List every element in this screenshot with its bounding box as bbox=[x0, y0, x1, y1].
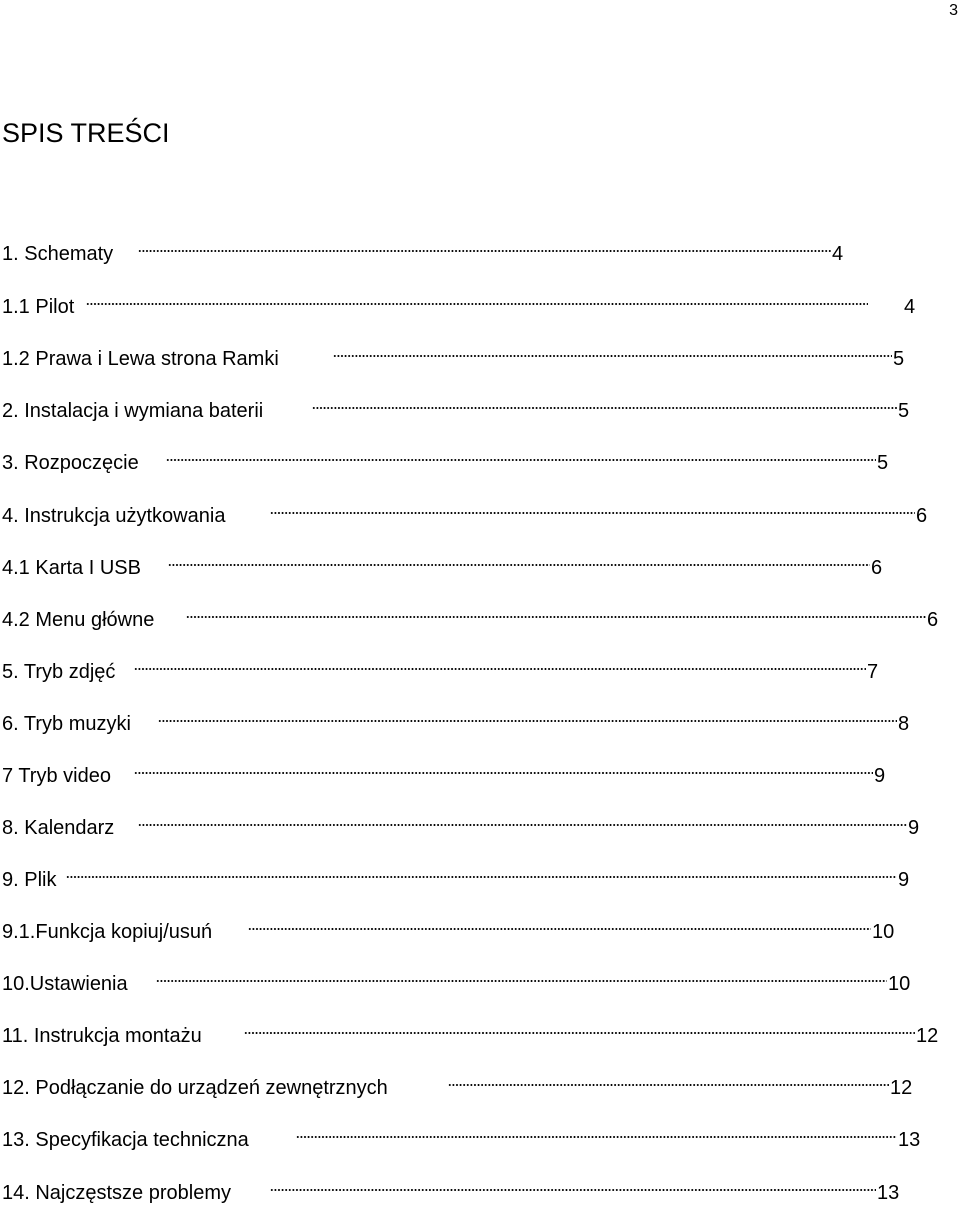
toc-leader-dots bbox=[248, 928, 871, 930]
toc-entry[interactable] bbox=[2, 1075, 952, 1101]
toc-entry-page: 4 bbox=[904, 296, 916, 318]
toc-leader-dots bbox=[296, 1136, 897, 1138]
toc-entry-label: 4.2 Menu główne bbox=[2, 609, 155, 631]
toc-entry-label: 5. Tryb zdjęć bbox=[2, 661, 116, 683]
toc-entry[interactable] bbox=[2, 867, 952, 893]
toc-entry-label: 2. Instalacja i wymiana baterii bbox=[2, 400, 264, 422]
toc-entry[interactable] bbox=[2, 659, 952, 685]
toc-entry[interactable] bbox=[2, 763, 952, 789]
toc-leader-dots bbox=[66, 876, 897, 878]
toc-entry-page: 5 bbox=[893, 348, 905, 370]
toc-leader-dots bbox=[86, 303, 868, 305]
toc-leader-dots bbox=[448, 1084, 889, 1086]
toc-entry[interactable] bbox=[2, 503, 952, 529]
toc-entry-page: 9 bbox=[898, 869, 910, 891]
toc-entry-label: 4.1 Karta I USB bbox=[2, 557, 141, 579]
toc-entry-label: 9.1.Funkcja kopiuj/usuń bbox=[2, 921, 213, 943]
toc-entry[interactable] bbox=[2, 815, 952, 841]
page-number: 3 bbox=[949, 2, 958, 19]
toc-entry[interactable] bbox=[2, 555, 952, 581]
toc-entry-page: 13 bbox=[877, 1182, 900, 1204]
toc-leader-dots bbox=[138, 824, 907, 826]
toc-entry[interactable] bbox=[2, 1180, 952, 1206]
toc-entry-label: 1.2 Prawa i Lewa strona Ramki bbox=[2, 348, 279, 370]
toc-entry-label: 10.Ustawienia bbox=[2, 973, 128, 995]
toc-leader-dots bbox=[134, 668, 866, 670]
toc-entry-label: 12. Podłączanie do urządzeń zewnętrznych bbox=[2, 1077, 388, 1099]
toc-leader-dots bbox=[333, 355, 892, 357]
toc-entry-label: 3. Rozpoczęcie bbox=[2, 452, 139, 474]
toc-entry[interactable] bbox=[2, 971, 952, 997]
toc-entry-page: 6 bbox=[916, 505, 928, 527]
toc-entry-label: 4. Instrukcja użytkowania bbox=[2, 505, 226, 527]
toc-leader-dots bbox=[158, 720, 897, 722]
toc-entry-page: 5 bbox=[877, 452, 889, 474]
toc-leader-dots bbox=[168, 564, 870, 566]
toc-entry-page: 13 bbox=[898, 1129, 921, 1151]
toc-entry-page: 8 bbox=[898, 713, 910, 735]
toc-leader-dots bbox=[156, 980, 887, 982]
toc-entry-page: 6 bbox=[871, 557, 883, 579]
toc-entry[interactable] bbox=[2, 450, 952, 476]
toc-entry[interactable] bbox=[2, 607, 952, 633]
toc-entry[interactable] bbox=[2, 1127, 952, 1153]
toc-leader-dots bbox=[186, 616, 926, 618]
toc-entry-label: 13. Specyfikacja techniczna bbox=[2, 1129, 249, 1151]
toc-entry-page: 12 bbox=[890, 1077, 913, 1099]
toc-entry-label: 8. Kalendarz bbox=[2, 817, 115, 839]
toc-entry[interactable] bbox=[2, 1023, 952, 1049]
toc-entry-page: 12 bbox=[916, 1025, 939, 1047]
toc-leader-dots bbox=[312, 407, 897, 409]
toc-entry-label: 14. Najczęstsze problemy bbox=[2, 1182, 231, 1204]
toc-entry[interactable] bbox=[2, 294, 952, 320]
toc-leader-dots bbox=[138, 250, 831, 252]
toc-entry-label: 1. Schematy bbox=[2, 243, 114, 265]
toc-entry-label: 7 Tryb video bbox=[2, 765, 111, 787]
toc-leader-dots bbox=[244, 1032, 915, 1034]
toc-leader-dots bbox=[270, 1189, 876, 1191]
toc-entry-page: 4 bbox=[832, 243, 844, 265]
toc-entry-page: 10 bbox=[888, 973, 911, 995]
toc-entry-page: 10 bbox=[872, 921, 895, 943]
toc-entry-page: 5 bbox=[898, 400, 910, 422]
toc-entry-label: 9. Plik bbox=[2, 869, 57, 891]
toc-entry-label: 11. Instrukcja montażu bbox=[2, 1025, 202, 1047]
page-title: SPIS TREŚCI bbox=[2, 118, 170, 148]
toc-entry[interactable] bbox=[2, 241, 952, 267]
toc-leader-dots bbox=[134, 772, 873, 774]
toc-entry-page: 9 bbox=[874, 765, 886, 787]
toc-entry[interactable] bbox=[2, 398, 952, 424]
toc-entry-page: 6 bbox=[927, 609, 939, 631]
toc-entry[interactable] bbox=[2, 919, 952, 945]
toc-leader-dots bbox=[270, 512, 915, 514]
toc-entry-page: 7 bbox=[867, 661, 879, 683]
toc-entry-page: 9 bbox=[908, 817, 920, 839]
toc-entry[interactable] bbox=[2, 711, 952, 737]
toc-entry-label: 1.1 Pilot bbox=[2, 296, 75, 318]
toc-entry-label: 6. Tryb muzyki bbox=[2, 713, 131, 735]
toc-leader-dots bbox=[166, 459, 876, 461]
toc-entry[interactable] bbox=[2, 346, 952, 372]
